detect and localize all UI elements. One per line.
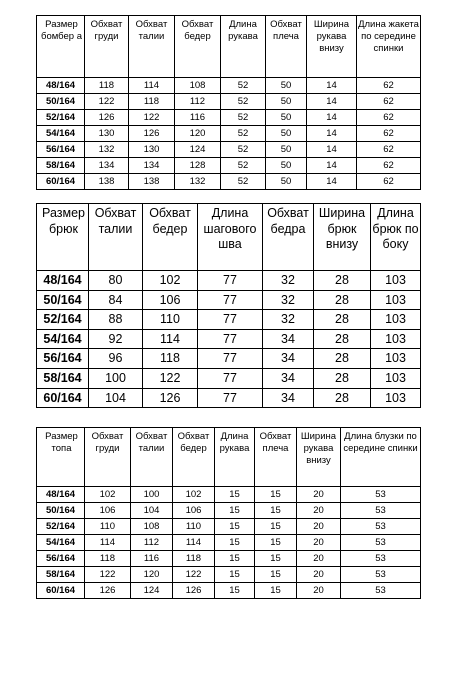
table-cell: 50: [266, 158, 307, 174]
trousers-size-table: [36, 203, 421, 408]
table-cell: 20: [297, 583, 341, 599]
column-header: Ширина рукава внизу: [307, 16, 357, 78]
table-cell: 52: [221, 126, 266, 142]
table-cell: 20: [297, 535, 341, 551]
table-cell: 116: [175, 110, 221, 126]
size-cell: 52/164: [37, 310, 89, 330]
size-cell: 60/164: [37, 174, 85, 190]
table-cell: 114: [85, 535, 131, 551]
table-cell: 103: [371, 290, 421, 310]
table-cell: 132: [175, 174, 221, 190]
table-cell: 108: [175, 78, 221, 94]
table-row: [37, 290, 421, 310]
table-cell: 14: [307, 142, 357, 158]
table-cell: 14: [307, 94, 357, 110]
table-cell: 52: [221, 174, 266, 190]
table-cell: 102: [173, 487, 215, 503]
table-cell: 84: [89, 290, 143, 310]
size-cell: 48/164: [37, 78, 85, 94]
size-cell: 56/164: [37, 142, 85, 158]
table-cell: 96: [89, 349, 143, 369]
table-row: [37, 583, 421, 599]
table-cell: 114: [129, 78, 175, 94]
table-row: [37, 535, 421, 551]
table-row: [37, 368, 421, 388]
table-cell: 28: [314, 349, 371, 369]
table-cell: 52: [221, 78, 266, 94]
size-cell: 60/164: [37, 583, 85, 599]
table-row: [37, 78, 421, 94]
table-cell: 118: [129, 94, 175, 110]
column-header: Обхват талии: [89, 204, 143, 271]
table-cell: 15: [215, 567, 255, 583]
table-cell: 52: [221, 142, 266, 158]
table-cell: 118: [85, 78, 129, 94]
column-header: Обхват груди: [85, 16, 129, 78]
column-header: Размер бомбер а: [37, 16, 85, 78]
table-cell: 134: [85, 158, 129, 174]
table-cell: 122: [173, 567, 215, 583]
column-header: Ширина брюк внизу: [314, 204, 371, 271]
table-cell: 15: [215, 487, 255, 503]
table-cell: 20: [297, 551, 341, 567]
table-cell: 118: [173, 551, 215, 567]
table-cell: 34: [263, 349, 314, 369]
table-cell: 34: [263, 368, 314, 388]
table-cell: 20: [297, 567, 341, 583]
table-cell: 28: [314, 388, 371, 408]
column-header: Длина брюк по боку: [371, 204, 421, 271]
column-header: Длина блузки по середине спинки: [341, 428, 421, 487]
table-row: [37, 271, 421, 291]
size-cell: 48/164: [37, 271, 89, 291]
table-row: [37, 94, 421, 110]
table-row: [37, 349, 421, 369]
table-cell: 53: [341, 503, 421, 519]
size-cell: 56/164: [37, 551, 85, 567]
table-cell: 28: [314, 310, 371, 330]
size-cell: 50/164: [37, 503, 85, 519]
table-cell: 14: [307, 78, 357, 94]
table-row: [37, 551, 421, 567]
table-cell: 14: [307, 110, 357, 126]
column-header: Размер брюк: [37, 204, 89, 271]
table-cell: 52: [221, 158, 266, 174]
table-cell: 122: [85, 94, 129, 110]
table-cell: 62: [357, 142, 421, 158]
table-cell: 106: [85, 503, 131, 519]
table-row: [37, 519, 421, 535]
size-cell: 48/164: [37, 487, 85, 503]
table-cell: 28: [314, 368, 371, 388]
column-header: Обхват плеча: [255, 428, 297, 487]
table-cell: 104: [131, 503, 173, 519]
size-cell: 50/164: [37, 290, 89, 310]
table-row: [37, 567, 421, 583]
column-header: Обхват талии: [129, 16, 175, 78]
table-cell: 122: [85, 567, 131, 583]
table-cell: 15: [255, 503, 297, 519]
table-cell: 53: [341, 551, 421, 567]
size-cell: 58/164: [37, 158, 85, 174]
table-cell: 20: [297, 487, 341, 503]
table-row: [37, 503, 421, 519]
table-cell: 77: [198, 329, 263, 349]
table-row: [37, 174, 421, 190]
table-cell: 20: [297, 519, 341, 535]
table-cell: 103: [371, 388, 421, 408]
table-cell: 14: [307, 174, 357, 190]
table-cell: 100: [131, 487, 173, 503]
table-cell: 62: [357, 78, 421, 94]
table-cell: 126: [85, 110, 129, 126]
table-row: [37, 142, 421, 158]
table-cell: 34: [263, 388, 314, 408]
table-cell: 28: [314, 271, 371, 291]
table-cell: 124: [175, 142, 221, 158]
table-cell: 110: [143, 310, 198, 330]
table-cell: 53: [341, 535, 421, 551]
size-cell: 54/164: [37, 329, 89, 349]
table-row: [37, 310, 421, 330]
column-header: Обхват бедра: [263, 204, 314, 271]
column-header: Обхват талии: [131, 428, 173, 487]
top-size-table: [36, 427, 421, 599]
table-cell: 62: [357, 174, 421, 190]
table-cell: 50: [266, 110, 307, 126]
table-header-row: [37, 204, 421, 271]
table-row: [37, 487, 421, 503]
table-cell: 128: [175, 158, 221, 174]
column-header: Длина жакета по середине спинки: [357, 16, 421, 78]
table-cell: 103: [371, 349, 421, 369]
table-cell: 15: [255, 487, 297, 503]
size-cell: 58/164: [37, 368, 89, 388]
table-cell: 77: [198, 290, 263, 310]
table-row: [37, 388, 421, 408]
table-cell: 32: [263, 271, 314, 291]
table-cell: 32: [263, 310, 314, 330]
table-cell: 77: [198, 368, 263, 388]
table-cell: 62: [357, 110, 421, 126]
table-cell: 110: [85, 519, 131, 535]
table-cell: 15: [255, 551, 297, 567]
table-cell: 130: [129, 142, 175, 158]
column-header: Размер топа: [37, 428, 85, 487]
size-cell: 60/164: [37, 388, 89, 408]
table-cell: 114: [143, 329, 198, 349]
table-cell: 88: [89, 310, 143, 330]
table-cell: 112: [175, 94, 221, 110]
table-cell: 15: [215, 551, 255, 567]
table-cell: 103: [371, 368, 421, 388]
table-cell: 138: [129, 174, 175, 190]
table-cell: 15: [255, 519, 297, 535]
table-cell: 122: [143, 368, 198, 388]
table-cell: 32: [263, 290, 314, 310]
column-header: Длина рукава: [215, 428, 255, 487]
column-header: Длина шагового шва: [198, 204, 263, 271]
bomber-size-table: [36, 15, 421, 190]
column-header: Длина рукава: [221, 16, 266, 78]
table-cell: 15: [215, 535, 255, 551]
table-cell: 126: [173, 583, 215, 599]
table-cell: 53: [341, 567, 421, 583]
table-cell: 132: [85, 142, 129, 158]
table-cell: 120: [175, 126, 221, 142]
table-cell: 120: [131, 567, 173, 583]
table-cell: 52: [221, 94, 266, 110]
table-cell: 126: [143, 388, 198, 408]
table-cell: 126: [129, 126, 175, 142]
table-cell: 138: [85, 174, 129, 190]
size-cell: 52/164: [37, 519, 85, 535]
table-header-row: [37, 16, 421, 78]
table-cell: 62: [357, 158, 421, 174]
size-cell: 56/164: [37, 349, 89, 369]
table-cell: 112: [131, 535, 173, 551]
size-cell: 54/164: [37, 535, 85, 551]
size-cell: 54/164: [37, 126, 85, 142]
table-cell: 103: [371, 271, 421, 291]
size-cell: 50/164: [37, 94, 85, 110]
column-header: Обхват груди: [85, 428, 131, 487]
table-cell: 28: [314, 329, 371, 349]
table-cell: 77: [198, 388, 263, 408]
table-cell: 130: [85, 126, 129, 142]
table-cell: 15: [255, 535, 297, 551]
table-cell: 114: [173, 535, 215, 551]
table-cell: 50: [266, 78, 307, 94]
table-cell: 110: [173, 519, 215, 535]
column-header: Обхват бедер: [143, 204, 198, 271]
table-cell: 106: [143, 290, 198, 310]
table-cell: 77: [198, 271, 263, 291]
table-cell: 62: [357, 94, 421, 110]
column-header: Обхват бедер: [173, 428, 215, 487]
table-cell: 34: [263, 329, 314, 349]
table-cell: 102: [143, 271, 198, 291]
table-cell: 53: [341, 583, 421, 599]
table-cell: 80: [89, 271, 143, 291]
table-cell: 118: [85, 551, 131, 567]
size-cell: 52/164: [37, 110, 85, 126]
table-cell: 62: [357, 126, 421, 142]
column-header: Ширина рукава внизу: [297, 428, 341, 487]
table-cell: 15: [215, 503, 255, 519]
table-row: [37, 158, 421, 174]
table-cell: 15: [215, 583, 255, 599]
table-cell: 15: [215, 519, 255, 535]
table-cell: 106: [173, 503, 215, 519]
table-cell: 28: [314, 290, 371, 310]
table-cell: 134: [129, 158, 175, 174]
table-cell: 118: [143, 349, 198, 369]
table-cell: 116: [131, 551, 173, 567]
table-cell: 50: [266, 126, 307, 142]
table-cell: 104: [89, 388, 143, 408]
table-cell: 77: [198, 349, 263, 369]
table-cell: 122: [129, 110, 175, 126]
table-cell: 14: [307, 126, 357, 142]
table-row: [37, 126, 421, 142]
table-cell: 20: [297, 503, 341, 519]
table-cell: 108: [131, 519, 173, 535]
table-cell: 53: [341, 487, 421, 503]
table-cell: 103: [371, 329, 421, 349]
table-cell: 126: [85, 583, 131, 599]
table-cell: 100: [89, 368, 143, 388]
table-cell: 50: [266, 142, 307, 158]
table-row: [37, 329, 421, 349]
table-cell: 53: [341, 519, 421, 535]
table-cell: 92: [89, 329, 143, 349]
table-cell: 77: [198, 310, 263, 330]
table-cell: 15: [255, 583, 297, 599]
table-row: [37, 110, 421, 126]
table-cell: 14: [307, 158, 357, 174]
table-header-row: [37, 428, 421, 487]
table-cell: 52: [221, 110, 266, 126]
column-header: Обхват плеча: [266, 16, 307, 78]
table-cell: 50: [266, 174, 307, 190]
column-header: Обхват бедер: [175, 16, 221, 78]
table-cell: 103: [371, 310, 421, 330]
size-cell: 58/164: [37, 567, 85, 583]
table-cell: 15: [255, 567, 297, 583]
table-cell: 50: [266, 94, 307, 110]
table-cell: 124: [131, 583, 173, 599]
table-cell: 102: [85, 487, 131, 503]
